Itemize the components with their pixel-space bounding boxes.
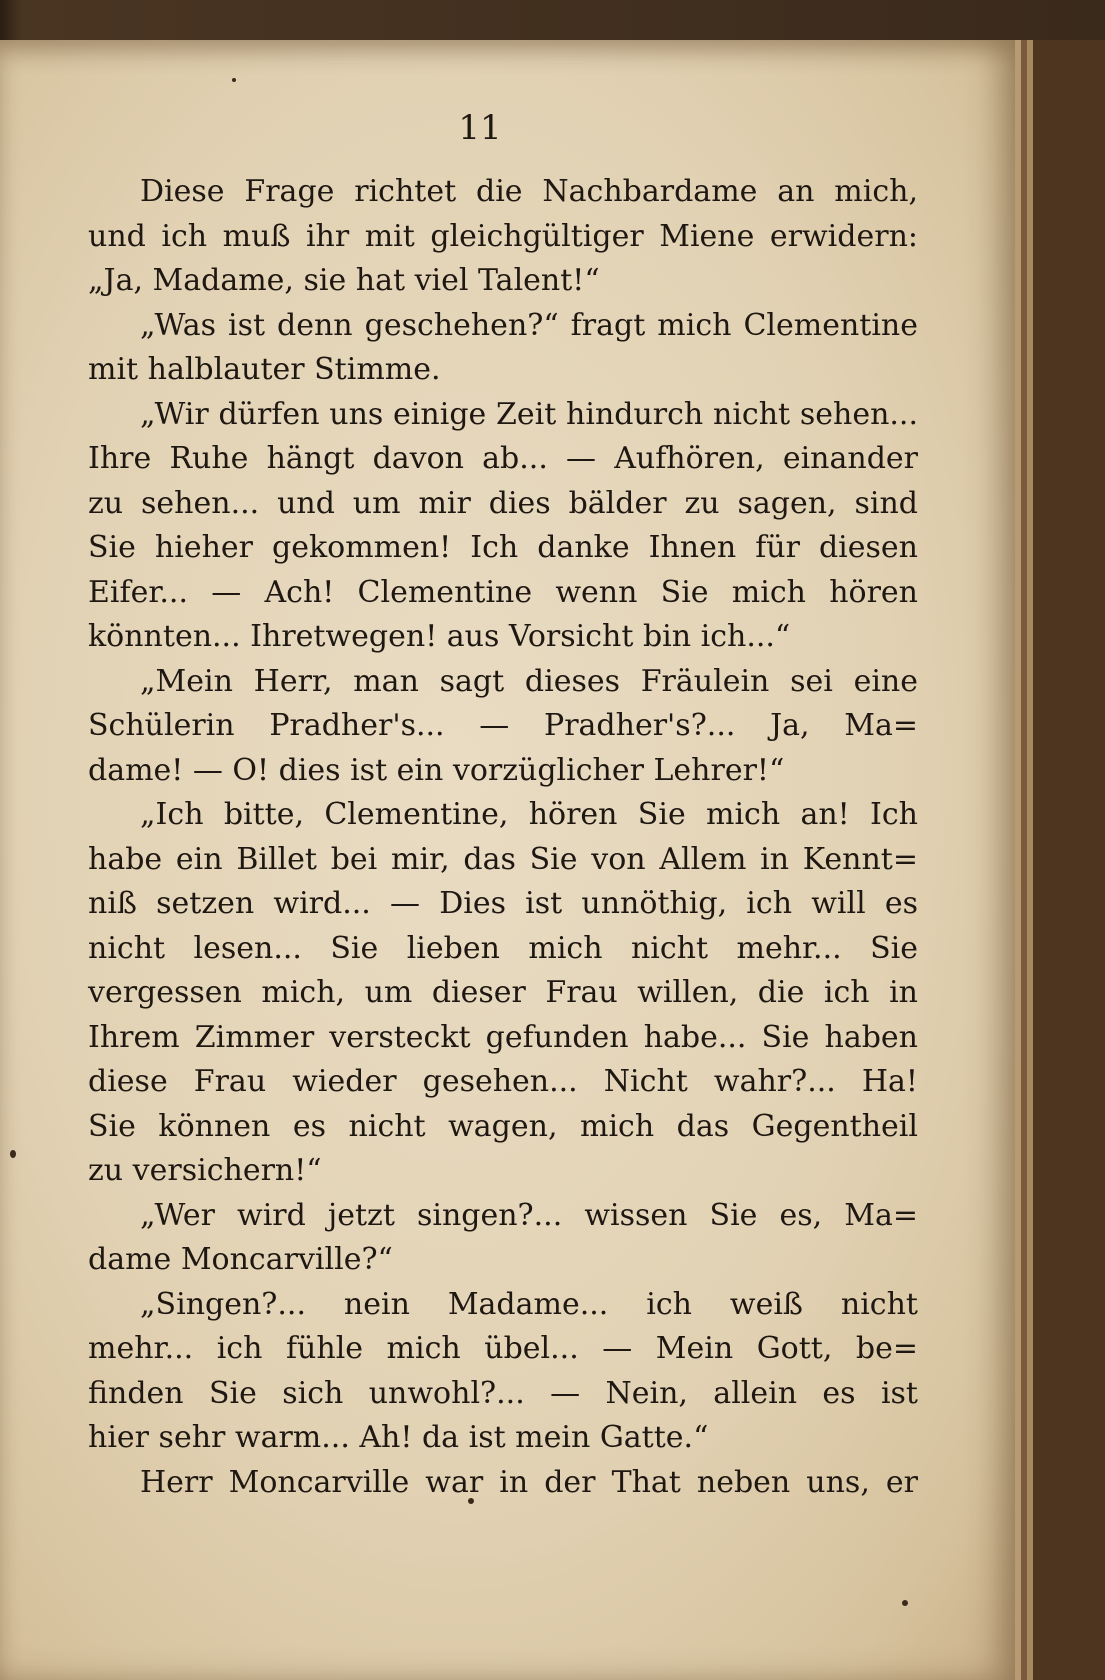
text-line: dame Moncarville?“	[88, 1242, 393, 1277]
text-line: „Wir dürfen uns einige Zeit hindurch nicht sehen...	[140, 396, 918, 432]
text-line: habe ein Billet bei mir, das Sie von Allem in Kennt=	[88, 841, 918, 877]
text-line: „Ich bitte, Clementine, hören Sie mich an! Ich	[140, 797, 918, 832]
text-line: zu versichern!“	[88, 1153, 322, 1188]
page-number: 11	[458, 108, 502, 148]
text-line: nicht lesen... Sie lieben mich nicht mehr... Sie	[88, 930, 918, 966]
text-line: zu sehen... und um mir dies bälder zu sagen, sind	[88, 485, 918, 521]
text-line: „Was ist denn geschehen?“ fragt mich Clementine	[140, 307, 918, 343]
text-line: „Mein Herr, man sagt dieses Fräulein sei eine	[140, 663, 918, 699]
text-line: niß setzen wird... — Dies ist unnöthig, ich will es	[88, 886, 918, 921]
book-cover-edge	[1033, 40, 1105, 1680]
text-line: finden Sie sich unwohl?... — Nein, allein es ist	[88, 1375, 918, 1411]
text-line: Schülerin Pradher's... — Pradher's?... Ja, Ma=	[88, 708, 918, 743]
text-line: mehr... ich fühle mich übel... — Mein Gott, be=	[88, 1331, 918, 1366]
text-line: könnten... Ihretwegen! aus Vorsicht bin ich...“	[88, 619, 791, 654]
ink-speck	[902, 1600, 908, 1606]
body-text	[88, 170, 918, 1505]
text-line: mit halblauter Stimme.	[88, 352, 441, 387]
text-line: diese Frau wieder gesehen... Nicht wahr?... Ha!	[88, 1064, 918, 1099]
text-line: und ich muß ihr mit gleichgültiger Miene erwidern:	[88, 218, 918, 254]
text-line: Sie hieher gekommen! Ich danke Ihnen für diesen	[88, 530, 918, 565]
text-line: „Singen?... nein Madame... ich weiß nicht	[140, 1286, 918, 1322]
text-line: Herr Moncarville war in der That neben uns, er	[140, 1464, 918, 1500]
text-line: „Wer wird jetzt singen?... wissen Sie es, Ma=	[140, 1197, 918, 1233]
text-line: Ihre Ruhe hängt davon ab... — Aufhören, einander	[88, 441, 918, 476]
text-line: vergessen mich, um dieser Frau willen, die ich in	[88, 975, 918, 1010]
text-line: Diese Frage richtet die Nachbardame an mich,	[140, 174, 918, 209]
text-line: „Ja, Madame, sie hat viel Talent!“	[88, 263, 600, 298]
ink-speck	[10, 1150, 16, 1158]
text-line: Ihrem Zimmer versteckt gefunden habe... Sie haben	[88, 1019, 918, 1055]
text-line: Eifer... — Ach! Clementine wenn Sie mich hören	[88, 574, 918, 610]
ink-speck	[232, 78, 236, 82]
text-line: hier sehr warm... Ah! da ist mein Gatte.“	[88, 1420, 709, 1455]
text-line: dame! — O! dies ist ein vorzüglicher Lehrer!“	[88, 752, 785, 788]
text-line: Sie können es nicht wagen, mich das Gegentheil	[88, 1108, 918, 1144]
